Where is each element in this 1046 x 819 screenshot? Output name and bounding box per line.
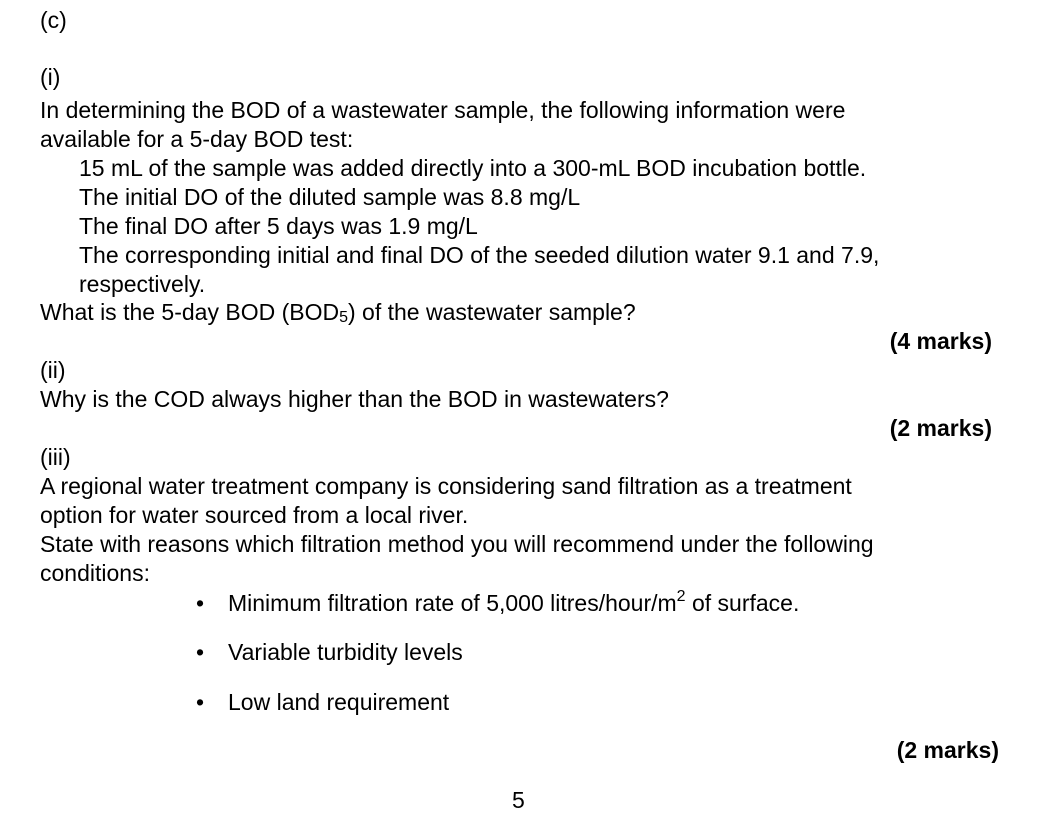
- section-label: (c): [40, 7, 67, 33]
- part-i-intro-line-2: available for a 5-day BOD test:: [40, 126, 354, 152]
- bullet-icon: •: [195, 689, 205, 715]
- part-i-question: [40, 298, 1000, 327]
- part-ii-label: (ii): [40, 357, 66, 383]
- page-number: 5: [512, 787, 525, 813]
- part-ii-question: Why is the COD always higher than the BOD in wastewaters?: [40, 386, 669, 412]
- part-i-data-line-5: respectively.: [79, 271, 206, 297]
- bullet-text-1: [228, 589, 799, 618]
- part-i-question-post: ) of the wastewater sample?: [348, 299, 636, 325]
- bullet-text-1-post: of surface.: [685, 590, 800, 616]
- part-iii-label: (iii): [40, 444, 71, 470]
- part-i-data-line-3: The final DO after 5 days was 1.9 mg/L: [79, 213, 478, 239]
- part-i-data-line-4: The corresponding initial and final DO of the seeded dilution water 9.1 and 7.9,: [79, 242, 880, 268]
- bullet-text-1-superscript: 2: [676, 588, 686, 605]
- part-iii-line-3: State with reasons which filtration method you will recommend under the following: [40, 531, 874, 557]
- part-iii-line-2: option for water sourced from a local river.: [40, 502, 469, 528]
- bullet-text-2: Variable turbidity levels: [228, 639, 463, 665]
- part-i-intro-line-1: In determining the BOD of a wastewater sample, the following information were: [40, 97, 846, 123]
- part-iii-marks: (2 marks): [896, 737, 999, 763]
- part-i-data-line-2: The initial DO of the diluted sample was 8.8 mg/L: [79, 184, 581, 210]
- part-i-marks: (4 marks): [889, 328, 992, 354]
- part-i-label: (i): [40, 64, 61, 90]
- bullet-text-3: Low land requirement: [228, 689, 450, 715]
- part-iii-line-1: A regional water treatment company is considering sand filtration as a treatment: [40, 473, 852, 499]
- bullet-icon: •: [195, 639, 205, 665]
- part-ii-marks: (2 marks): [889, 415, 992, 441]
- bullet-icon: •: [195, 590, 205, 616]
- part-i-question-pre: What is the 5-day BOD (BOD: [40, 299, 340, 325]
- part-i-data-line-1: 15 mL of the sample was added directly into a 300-mL BOD incubation bottle.: [79, 155, 867, 181]
- bullet-text-1-pre: Minimum filtration rate of 5,000 litres/hour/m: [228, 590, 677, 616]
- part-iii-line-4: conditions:: [40, 560, 150, 586]
- part-i-question-subscript: 5: [339, 309, 348, 326]
